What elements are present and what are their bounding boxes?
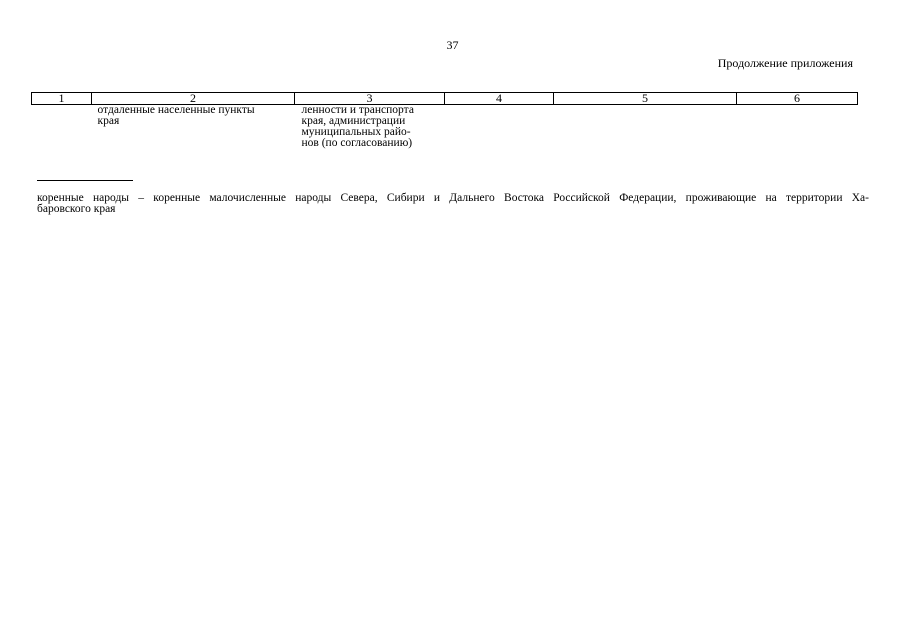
footnote-text <box>37 193 869 215</box>
footnote-separator <box>37 180 133 181</box>
footnote-line: баровского края <box>37 203 116 215</box>
cell-col2 <box>92 105 295 150</box>
cell-col6 <box>737 105 858 150</box>
column-header-3: 3 <box>295 93 445 105</box>
footnote-line: коренные народы – коренные малочисленные народы Севера, Сибири и Дальнего Востока Российской Федерации, проживающие на территории Ха- <box>37 192 869 204</box>
cell-text-line: края <box>97 115 120 127</box>
cell-col1 <box>32 105 92 150</box>
cell-text-line: ленности и транспорта <box>301 104 414 116</box>
column-header-1: 1 <box>32 93 92 105</box>
cell-col3 <box>295 105 445 150</box>
appendix-table <box>31 92 858 149</box>
column-header-2: 2 <box>92 93 295 105</box>
column-header-6: 6 <box>737 93 858 105</box>
cell-col5 <box>554 105 737 150</box>
table-header-row <box>32 93 858 105</box>
cell-text-line: муниципальных райо- <box>301 126 411 138</box>
continuation-label: Продолжение приложения <box>717 56 853 70</box>
cell-text-line: отдаленные населенные пункты <box>97 104 255 116</box>
table-row <box>32 105 858 150</box>
cell-text-line: нов (по согласованию) <box>301 137 413 149</box>
cell-col4 <box>445 105 554 150</box>
column-header-5: 5 <box>554 93 737 105</box>
column-header-4: 4 <box>445 93 554 105</box>
page-number: 37 <box>446 38 459 52</box>
cell-text-line: края, администрации <box>301 115 406 127</box>
